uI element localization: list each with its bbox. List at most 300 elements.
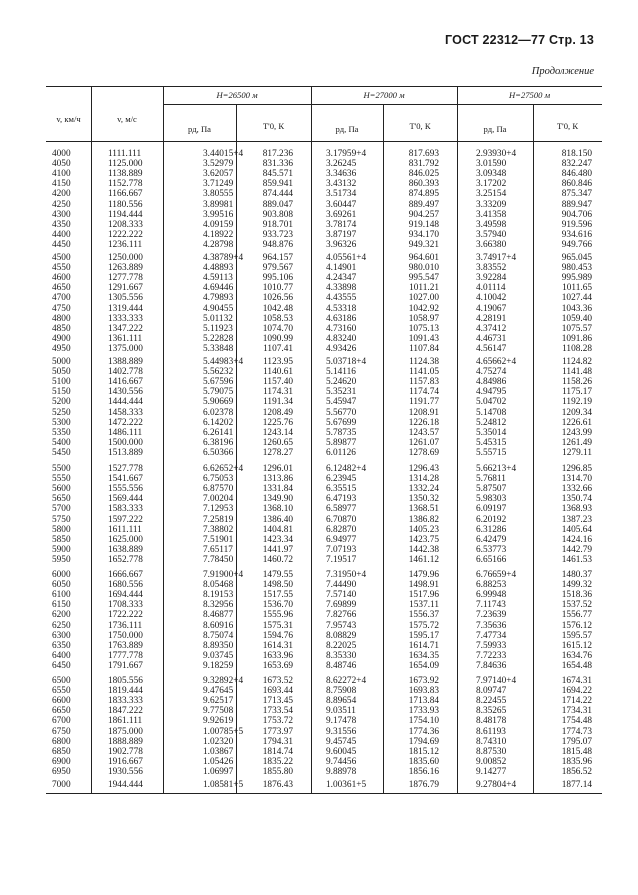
header-altitude-2: H=27000 м [363,90,405,100]
speed-ms-cell: 1916.667 [108,756,143,767]
header-altitude-3: H=27500 м [508,90,551,100]
temperature-cell: 1011.65 [562,283,592,294]
temperature-cell: 980.453 [561,263,592,274]
speed-kmh-cell: 6450 [52,660,71,671]
pressure-cell: 7.82766 [326,610,357,621]
temperature-cell: 903.808 [262,209,293,220]
speed-kmh-cell: 4050 [52,159,71,170]
pressure-cell: 3.43132 [326,179,357,190]
speed-kmh-cell: 5900 [52,544,71,555]
temperature-cell: 889.047 [262,199,293,210]
temperature-cell: 1479.96 [408,570,439,580]
pressure-cell: 5.98303 [476,494,507,505]
pressure-cell: 5.67699 [326,417,357,428]
table-row [0,780,638,791]
temperature-cell: 874.444 [262,189,293,200]
speed-ms-cell: 1777.778 [108,650,143,661]
speed-ms-cell: 1763.889 [108,640,143,651]
pressure-cell: 4.53318 [326,303,357,314]
pressure-cell: 2.93930+4 [476,149,517,159]
temperature-cell: 1124.38 [409,357,439,367]
temperature-cell: 1107.84 [409,343,439,354]
speed-ms-cell: 1638.889 [108,544,143,555]
pressure-cell: 6.99948 [476,590,507,601]
speed-ms-cell: 1611.111 [108,524,142,535]
speed-kmh-cell: 6200 [52,610,71,621]
speed-ms-cell: 1152.778 [108,179,143,190]
pressure-cell: 6.70870 [326,514,357,525]
pressure-cell: 5.66213+4 [476,464,517,474]
speed-ms-cell: 1125.000 [108,159,143,170]
pressure-cell: 9.47645 [203,686,234,697]
pressure-cell: 8.48746 [326,660,357,671]
temperature-cell: 1835.96 [561,756,592,767]
temperature-cell: 1058.53 [262,313,293,324]
temperature-cell: 1733.93 [408,706,439,717]
temperature-cell: 1243.14 [262,427,293,438]
speed-ms-cell: 1791.667 [108,660,143,671]
pressure-cell: 9.60045 [326,746,357,757]
pressure-cell: 4.14901 [326,263,357,274]
temperature-cell: 1794.69 [408,736,439,747]
pressure-cell: 4.56147 [476,343,507,354]
temperature-cell: 1314.70 [561,474,592,485]
pressure-cell: 9.62517 [203,696,234,707]
pressure-cell: 8.75074 [203,630,234,641]
pressure-cell: 9.77508 [203,706,234,717]
temperature-cell: 1856.52 [561,766,592,777]
header-temperature-2: T'0, К [409,121,431,131]
temperature-cell: 1107.41 [263,343,293,354]
temperature-cell: 817.693 [408,149,439,159]
pressure-cell: 3.74917+4 [476,253,517,263]
temperature-cell: 1774.73 [561,726,592,737]
pressure-cell: 3.26245 [326,159,357,170]
speed-kmh-cell: 4600 [52,273,71,284]
pressure-cell: 4.83240 [326,333,357,344]
pressure-cell: 7.00204 [203,494,234,505]
speed-ms-cell: 1319.444 [108,303,143,314]
temperature-cell: 1815.48 [561,746,592,757]
temperature-cell: 1633.96 [262,650,293,661]
pressure-cell: 4.93426 [326,343,357,354]
temperature-cell: 860.846 [561,179,592,190]
temperature-cell: 1714.22 [561,696,592,707]
pressure-cell: 4.90455 [203,303,234,314]
pressure-cell: 1.06997 [203,766,234,777]
temperature-cell: 1296.01 [262,464,293,474]
temperature-cell: 831.792 [408,159,439,170]
temperature-cell: 1423.75 [408,534,439,545]
pressure-cell: 5.03718+4 [326,357,367,367]
temperature-cell: 1314.28 [408,474,439,485]
speed-ms-cell: 1375.000 [108,343,143,354]
pressure-cell: 7.78450 [203,554,234,565]
table-row [0,661,638,672]
pressure-cell: 5.24620 [326,377,357,388]
temperature-cell: 874.895 [408,189,439,200]
temperature-cell: 1075.13 [408,323,439,334]
pressure-cell: 6.65166 [476,554,507,565]
temperature-cell: 1795.07 [561,736,592,747]
temperature-cell: 1713.45 [262,696,293,707]
pressure-cell: 3.51734 [326,189,357,200]
table-row [0,555,638,566]
pressure-cell: 4.01114 [476,283,506,294]
speed-ms-cell: 1666.667 [108,570,143,580]
speed-ms-cell: 1708.333 [108,600,143,611]
pressure-cell: 7.72233 [476,650,507,661]
temperature-cell: 1753.72 [262,716,293,727]
temperature-cell: 1386.40 [262,514,293,525]
pressure-cell: 6.02378 [203,407,234,418]
speed-kmh-cell: 4850 [52,323,71,334]
speed-ms-cell: 1180.556 [108,199,143,210]
pressure-cell: 6.12482+4 [326,464,367,474]
speed-ms-cell: 1694.444 [108,590,143,601]
pressure-cell: 4.73160 [326,323,357,334]
pressure-cell: 1.03867 [203,746,234,757]
temperature-cell: 1556.37 [408,610,439,621]
pressure-cell: 3.09348 [476,169,507,180]
speed-kmh-cell: 6300 [52,630,71,641]
pressure-cell: 1.00785+5 [203,726,244,737]
speed-kmh-cell: 5700 [52,504,71,515]
temperature-cell: 1774.36 [408,726,439,737]
speed-ms-cell: 1416.667 [108,377,143,388]
speed-ms-cell: 1930.556 [108,766,143,777]
speed-ms-cell: 1861.111 [108,716,143,727]
pressure-cell: 4.33898 [326,283,357,294]
pressure-cell: 6.76659+4 [476,570,517,580]
pressure-cell: 4.63186 [326,313,357,324]
pressure-cell: 7.19517 [326,554,357,565]
temperature-cell: 817.236 [262,149,293,159]
speed-kmh-cell: 5250 [52,407,71,418]
temperature-cell: 1517.96 [408,590,439,601]
temperature-cell: 1441.97 [262,544,293,555]
temperature-cell: 1673.52 [262,676,293,686]
table-header-bottom-rule [46,141,602,142]
temperature-cell: 934.616 [561,229,592,240]
temperature-cell: 1296.85 [561,464,592,474]
pressure-cell: 1.00361+5 [326,780,367,790]
pressure-cell: 8.74310 [476,736,507,747]
speed-ms-cell: 1361.111 [108,333,143,344]
pressure-cell: 7.97140+4 [476,676,517,686]
header-v-ms: v, м/с [117,114,137,124]
speed-kmh-cell: 6050 [52,580,71,591]
speed-kmh-cell: 6250 [52,620,71,631]
temperature-cell: 1595.57 [561,630,592,641]
pressure-cell: 8.62272+4 [326,676,367,686]
speed-ms-cell: 1597.222 [108,514,143,525]
pressure-cell: 6.38196 [203,437,234,448]
temperature-cell: 832.247 [561,159,592,170]
speed-ms-cell: 1680.556 [108,580,143,591]
pressure-cell: 1.05426 [203,756,234,767]
temperature-cell: 846.480 [561,169,592,180]
pressure-cell: 5.01132 [203,313,233,324]
temperature-cell: 1654.09 [408,660,439,671]
speed-kmh-cell: 4000 [52,149,71,159]
speed-kmh-cell: 5450 [52,447,71,458]
pressure-cell: 3.41358 [476,209,507,220]
pressure-cell: 5.45315 [476,437,507,448]
pressure-cell: 3.34636 [326,169,357,180]
temperature-cell: 1460.72 [262,554,293,565]
temperature-cell: 1877.14 [561,780,592,790]
temperature-cell: 1140.61 [263,367,293,378]
pressure-cell: 6.88253 [476,580,507,591]
speed-kmh-cell: 4200 [52,189,71,200]
temperature-cell: 949.321 [408,239,439,250]
pressure-cell: 4.19067 [476,303,507,314]
pressure-cell: 4.10042 [476,293,507,304]
speed-ms-cell: 1902.778 [108,746,143,757]
speed-kmh-cell: 4100 [52,169,71,180]
pressure-cell: 9.32892+4 [203,676,244,686]
temperature-cell: 1175.17 [562,387,592,398]
speed-kmh-cell: 6950 [52,766,71,777]
header-temperature-3: T'0, К [556,121,579,131]
temperature-cell: 1349.90 [262,494,293,505]
temperature-cell: 1208.91 [408,407,439,418]
speed-kmh-cell: 4500 [52,253,71,263]
pressure-cell: 8.75908 [326,686,357,697]
speed-ms-cell: 1250.000 [108,253,143,263]
speed-ms-cell: 1833.333 [108,696,143,707]
pressure-cell: 4.28798 [203,239,234,250]
speed-ms-cell: 1236.111 [108,239,143,250]
temperature-cell: 1386.82 [408,514,439,525]
temperature-cell: 1442.38 [408,544,439,555]
temperature-cell: 875.347 [561,189,592,200]
pressure-cell: 3.80555 [203,189,234,200]
pressure-cell: 5.55715 [476,447,507,458]
speed-kmh-cell: 6650 [52,706,71,717]
speed-kmh-cell: 5350 [52,427,71,438]
table-top-rule [46,86,602,87]
speed-kmh-cell: 4250 [52,199,71,210]
speed-ms-cell: 1583.333 [108,504,143,515]
speed-kmh-cell: 5650 [52,494,71,505]
speed-ms-cell: 1333.333 [108,313,143,324]
temperature-cell: 1693.44 [262,686,293,697]
speed-kmh-cell: 5750 [52,514,71,525]
pressure-cell: 7.59933 [476,640,507,651]
temperature-cell: 1576.12 [561,620,592,631]
pressure-cell: 4.09159 [203,219,234,230]
temperature-cell: 1876.43 [262,780,293,790]
pressure-cell: 5.14708 [476,407,507,418]
speed-kmh-cell: 6900 [52,756,71,767]
temperature-cell: 1693.83 [408,686,439,697]
pressure-cell: 7.31950+4 [326,570,367,580]
pressure-cell: 8.09747 [476,686,507,697]
header-pressure-2: pд, Па [335,124,359,134]
temperature-cell: 1499.32 [561,580,592,591]
temperature-cell: 1517.55 [262,590,293,601]
speed-kmh-cell: 6000 [52,570,71,580]
temperature-cell: 995.989 [561,273,592,284]
temperature-cell: 1674.31 [561,676,592,686]
temperature-cell: 1225.76 [262,417,293,428]
pressure-cell: 3.78174 [326,219,357,230]
speed-ms-cell: 1388.889 [108,357,143,367]
pressure-cell: 5.11923 [203,323,233,334]
temperature-cell: 1614.71 [408,640,439,651]
speed-ms-cell: 1500.000 [108,437,143,448]
pressure-cell: 8.61193 [476,726,506,737]
pressure-cell: 5.14116 [326,367,356,378]
pressure-cell: 5.22828 [203,333,234,344]
speed-kmh-cell: 5950 [52,554,71,565]
pressure-cell: 4.43555 [326,293,357,304]
speed-kmh-cell: 6500 [52,676,71,686]
pressure-cell: 5.79075 [203,387,234,398]
pressure-cell: 4.18922 [203,229,234,240]
temperature-cell: 1141.05 [409,367,439,378]
pressure-cell: 8.08829 [326,630,357,641]
temperature-cell: 1368.10 [262,504,293,515]
temperature-cell: 1634.35 [408,650,439,661]
pressure-cell: 3.01590 [476,159,507,170]
temperature-cell: 860.393 [408,179,439,190]
header-v-kmh: v, км/ч [56,114,81,124]
pressure-cell: 5.04702 [476,397,507,408]
temperature-cell: 1243.99 [561,427,592,438]
temperature-cell: 889.947 [561,199,592,210]
speed-kmh-cell: 6700 [52,716,71,727]
pressure-cell: 6.75053 [203,474,234,485]
temperature-cell: 1157.83 [409,377,439,388]
pressure-cell: 8.35330 [326,650,357,661]
pressure-cell: 7.69899 [326,600,357,611]
table-row [0,767,638,778]
temperature-cell: 1174.74 [409,387,439,398]
temperature-cell: 1442.79 [561,544,592,555]
temperature-cell: 1734.31 [561,706,592,717]
temperature-cell: 1498.50 [262,580,293,591]
temperature-cell: 1158.26 [562,377,592,388]
speed-ms-cell: 1805.556 [108,676,143,686]
pressure-cell: 8.46877 [203,610,234,621]
temperature-cell: 1405.23 [408,524,439,535]
speed-ms-cell: 1736.111 [108,620,143,631]
speed-ms-cell: 1263.889 [108,263,143,274]
temperature-cell: 918.701 [262,219,293,230]
temperature-cell: 965.045 [561,253,592,263]
pressure-cell: 6.82870 [326,524,357,535]
temperature-cell: 995.547 [408,273,439,284]
header-altitude-1: H=26500 м [216,90,258,100]
temperature-cell: 1480.37 [561,570,592,580]
temperature-cell: 1191.77 [409,397,439,408]
speed-ms-cell: 1277.778 [108,273,143,284]
pressure-cell: 5.56232 [203,367,234,378]
speed-ms-cell: 1652.778 [108,554,143,565]
temperature-cell: 934.170 [408,229,439,240]
pressure-cell: 7.12953 [203,504,234,515]
speed-kmh-cell: 5850 [52,534,71,545]
speed-ms-cell: 1625.000 [108,534,143,545]
temperature-cell: 919.148 [408,219,439,230]
pressure-cell: 3.52979 [203,159,234,170]
header-pressure-1: pд, Па [188,124,211,134]
pressure-cell: 9.92619 [203,716,234,727]
speed-kmh-cell: 6100 [52,590,71,601]
temperature-cell: 919.596 [561,219,592,230]
speed-ms-cell: 1305.556 [108,293,143,304]
speed-kmh-cell: 5300 [52,417,71,428]
speed-ms-cell: 1291.667 [108,283,143,294]
speed-ms-cell: 1111.111 [108,149,142,159]
temperature-cell: 1174.31 [263,387,293,398]
speed-kmh-cell: 4800 [52,313,71,324]
pressure-cell: 3.87197 [326,229,357,240]
pressure-cell: 6.50366 [203,447,234,458]
pressure-cell: 7.11743 [476,600,506,611]
pressure-cell: 3.17959+4 [326,149,367,159]
temperature-cell: 1091.43 [408,333,439,344]
speed-ms-cell: 1847.222 [108,706,143,717]
continuation-label: Продолжение [531,66,594,77]
temperature-cell: 1331.84 [262,484,293,495]
temperature-cell: 1615.12 [561,640,592,651]
pressure-cell: 5.89877 [326,437,357,448]
pressure-cell: 6.87570 [203,484,234,495]
temperature-cell: 831.336 [262,159,293,170]
temperature-cell: 1594.76 [262,630,293,641]
temperature-cell: 1595.17 [408,630,439,641]
pressure-cell: 9.03511 [326,706,356,717]
temperature-cell: 1209.34 [561,407,592,418]
temperature-cell: 818.150 [561,149,592,159]
speed-kmh-cell: 7000 [52,780,71,790]
temperature-cell: 1855.80 [262,766,293,777]
pressure-cell: 9.14277 [476,766,507,777]
pressure-cell: 8.35265 [476,706,507,717]
speed-kmh-cell: 5150 [52,387,71,398]
table-row [0,344,638,355]
speed-ms-cell: 1541.667 [108,474,143,485]
pressure-cell: 3.17202 [476,179,507,190]
table-row [0,240,638,251]
pressure-cell: 4.24347 [326,273,357,284]
temperature-cell: 889.497 [408,199,439,210]
speed-kmh-cell: 6400 [52,650,71,661]
pressure-cell: 3.33209 [476,199,507,210]
temperature-cell: 1537.11 [409,600,439,611]
speed-kmh-cell: 6750 [52,726,71,737]
temperature-cell: 1042.92 [408,303,439,314]
speed-ms-cell: 1944.444 [108,780,143,790]
temperature-cell: 1261.49 [561,437,592,448]
pressure-cell: 3.44015+4 [203,149,244,159]
temperature-cell: 859.941 [262,179,293,190]
pressure-cell: 9.31556 [326,726,357,737]
speed-ms-cell: 1819.444 [108,686,143,697]
temperature-cell: 1368.51 [408,504,439,515]
pressure-cell: 1.08581+5 [203,780,244,790]
pressure-cell: 3.89981 [203,199,234,210]
pressure-cell: 6.26141 [203,427,234,438]
temperature-cell: 1261.07 [408,437,439,448]
temperature-cell: 1368.93 [561,504,592,515]
header-temperature-1: T'0, К [262,121,285,131]
temperature-cell: 1404.81 [262,524,293,535]
